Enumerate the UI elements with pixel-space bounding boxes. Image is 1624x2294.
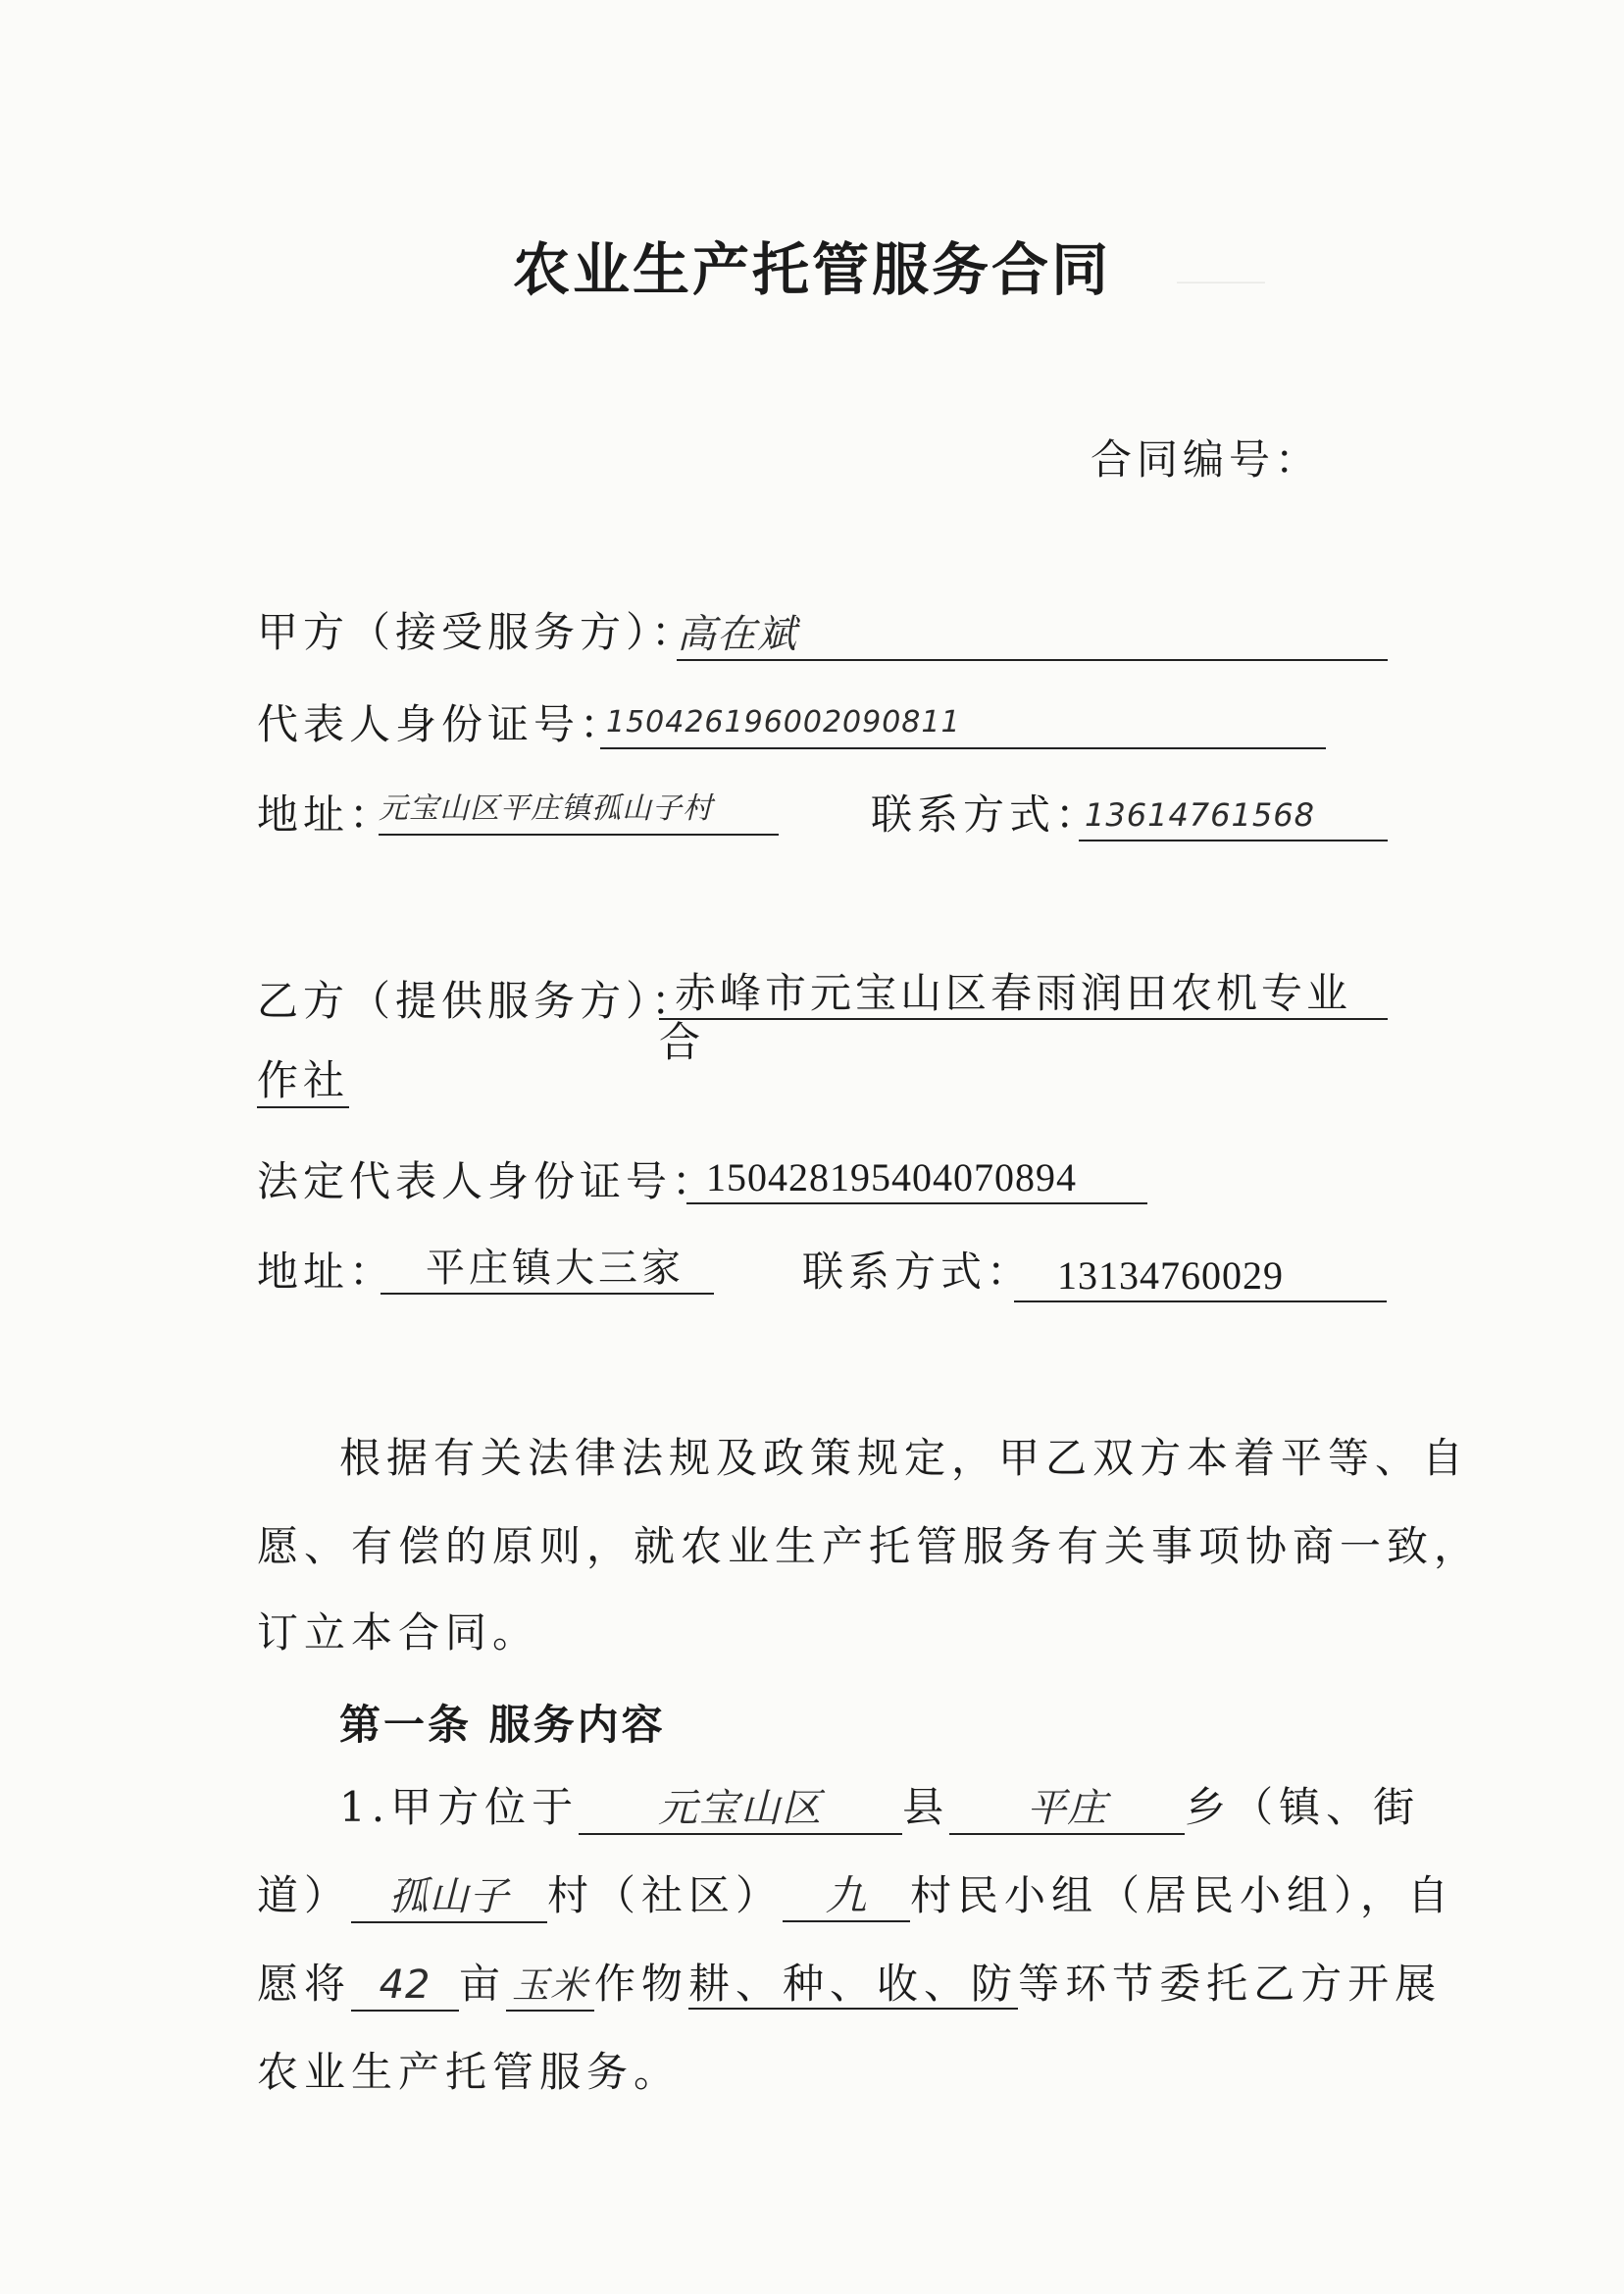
- contract-number-label: 合同编号：: [1091, 435, 1322, 484]
- party-b-address-label: 地址：: [257, 1248, 396, 1296]
- town-field[interactable]: 平庄: [949, 1784, 1185, 1835]
- party-b-id-field[interactable]: [686, 1153, 1147, 1204]
- party-b-id: 150428195404070894: [706, 1155, 1077, 1199]
- party-b-name-line1: 赤峰市元宝山区春雨润田农机专业合: [659, 969, 1352, 1066]
- party-a-label: 甲方（接受服务方）：: [257, 608, 698, 656]
- preamble-line-2: 愿、有偿的原则，就农业生产托管服务有关事项协商一致，: [257, 1522, 1482, 1570]
- crop-field[interactable]: 玉米: [506, 1961, 594, 2012]
- village-field[interactable]: 孤山子: [351, 1872, 547, 1923]
- party-b-address: 平庄镇大三家: [426, 1246, 685, 1291]
- article-1-line-1: 1.甲方位于 元宝山区 县 平庄 乡（镇、街: [339, 1783, 1420, 1835]
- party-a-id-field[interactable]: [600, 698, 1326, 749]
- party-a-contact-label: 联系方式：: [871, 790, 1102, 839]
- preamble-line-1: 根据有关法律法规及政策规定，甲乙双方本着平等、自: [339, 1434, 1470, 1482]
- party-a-name: 高在斌: [677, 612, 797, 657]
- party-a-id-label: 代表人身份证号：: [257, 700, 627, 748]
- party-b-name-line2: 作社: [257, 1055, 349, 1108]
- party-b-contact-label: 联系方式：: [802, 1248, 1034, 1296]
- county-field[interactable]: 元宝山区: [579, 1784, 902, 1835]
- party-b-contact: 13134760029: [1057, 1253, 1284, 1298]
- article-1-line-3: 愿将 42 亩 玉米 作物耕、种、收、防等环节委托乙方开展: [257, 1960, 1442, 2012]
- party-b-name-field[interactable]: [659, 969, 1388, 1066]
- party-b-label: 乙方（提供服务方）：: [257, 977, 698, 1025]
- party-a-name-field[interactable]: [677, 610, 1388, 661]
- party-b-id-label: 法定代表人身份证号：: [257, 1157, 719, 1205]
- party-a-address-field[interactable]: [379, 785, 779, 836]
- party-a-id: 150426196002090811: [606, 705, 961, 739]
- article-1-heading: 第一条 服务内容: [339, 1701, 666, 1749]
- party-b-contact-field[interactable]: [1014, 1251, 1387, 1302]
- party-a-address: 元宝山区平庄镇孤山子村: [379, 791, 713, 826]
- bleed-through-text: ＿＿＿: [1177, 253, 1324, 287]
- group-field[interactable]: 九: [783, 1871, 910, 1922]
- article-1-line-4: 农业生产托管服务。: [257, 2048, 682, 2096]
- steps-field[interactable]: 耕、种、收、防: [688, 1960, 1019, 2008]
- article-1-line-2: 道） 孤山子 村（社区） 九 村民小组（居民小组），自: [257, 1871, 1454, 1923]
- party-a-address-label: 地址：: [257, 790, 396, 839]
- party-a-contact: 13614761568: [1085, 796, 1315, 834]
- document-title: 农业生产托管服务合同: [512, 236, 1111, 303]
- preamble-line-3: 订立本合同。: [257, 1608, 540, 1657]
- party-a-contact-field[interactable]: [1079, 790, 1388, 841]
- area-field[interactable]: 42: [351, 1961, 459, 2012]
- party-b-address-field[interactable]: [381, 1244, 714, 1295]
